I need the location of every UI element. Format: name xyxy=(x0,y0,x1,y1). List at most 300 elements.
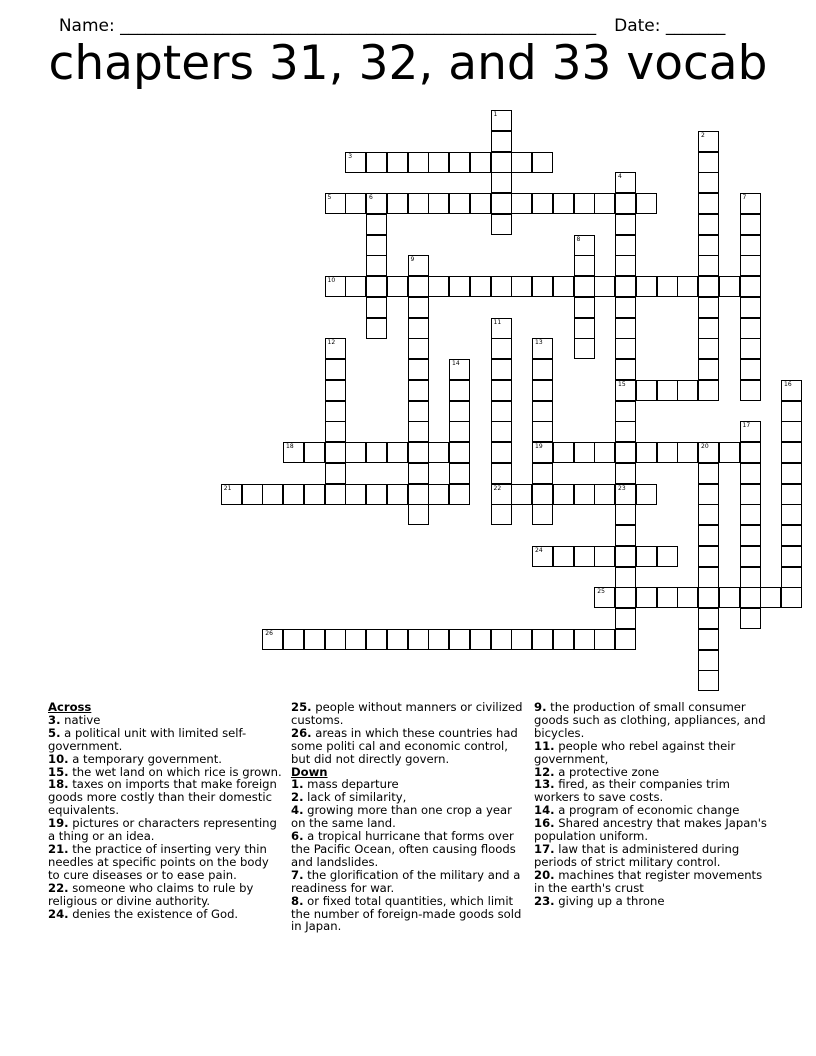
clue-number: 22 xyxy=(493,484,502,492)
grid-cell[interactable] xyxy=(491,463,512,484)
grid-cell[interactable] xyxy=(325,401,346,422)
grid-cell[interactable] xyxy=(740,255,761,276)
grid-cell[interactable] xyxy=(532,359,553,380)
grid-cell[interactable] xyxy=(636,380,657,401)
clue-number: 11 xyxy=(493,318,502,326)
clue-number: 26 xyxy=(265,629,273,637)
grid-cell[interactable] xyxy=(698,235,719,256)
grid-cell[interactable] xyxy=(677,587,698,608)
grid-cell[interactable] xyxy=(532,546,553,567)
down-clue: 16. Shared ancestry that makes Japan's population uniform. xyxy=(534,816,767,844)
clue-number: 2 xyxy=(701,131,705,139)
grid-cell[interactable] xyxy=(553,484,574,505)
grid-cell[interactable] xyxy=(719,442,740,463)
grid-cell[interactable] xyxy=(781,401,802,422)
grid-cell[interactable] xyxy=(470,276,491,297)
grid-cell[interactable] xyxy=(698,629,719,650)
grid-cell[interactable] xyxy=(657,380,678,401)
grid-cell[interactable] xyxy=(449,629,470,650)
clue-number: 15 xyxy=(618,380,626,388)
clue-number: 9 xyxy=(410,256,415,264)
grid-cell[interactable] xyxy=(470,193,491,214)
grid-cell[interactable] xyxy=(698,670,719,691)
grid-cell[interactable] xyxy=(345,193,366,214)
name-field-label[interactable]: Name: ________________________________________________________ xyxy=(58,16,597,36)
grid-cell[interactable] xyxy=(345,152,366,173)
grid-cell[interactable] xyxy=(532,504,553,525)
grid-cell[interactable] xyxy=(532,442,553,463)
grid-cell[interactable] xyxy=(574,235,595,256)
grid-cell[interactable] xyxy=(366,152,387,173)
grid-cell[interactable] xyxy=(740,380,761,401)
clue-number: 12 xyxy=(327,339,336,347)
grid-cell[interactable] xyxy=(698,193,719,214)
grid-cell[interactable] xyxy=(532,380,553,401)
grid-cell[interactable] xyxy=(491,193,512,214)
grid-cell[interactable] xyxy=(698,318,719,339)
grid-cell[interactable] xyxy=(345,629,366,650)
grid-cell[interactable] xyxy=(387,442,408,463)
across-heading: Across xyxy=(48,700,92,714)
grid-cell[interactable] xyxy=(511,484,532,505)
grid-cell[interactable] xyxy=(449,463,470,484)
grid-cell[interactable] xyxy=(366,484,387,505)
grid-cell[interactable] xyxy=(636,276,657,297)
grid-cell[interactable] xyxy=(615,359,636,380)
grid-cell[interactable] xyxy=(304,484,325,505)
across-clue: 22. someone who claims to rule by religious or divine authority. xyxy=(48,880,254,908)
grid-cell[interactable] xyxy=(574,255,595,276)
down-clue: 1. mass departure xyxy=(291,777,399,792)
grid-cell[interactable] xyxy=(387,276,408,297)
grid-cell[interactable] xyxy=(366,214,387,235)
grid-cell[interactable] xyxy=(491,276,512,297)
grid-cell[interactable] xyxy=(408,359,429,380)
across-clue: 5. a political unit with limited self-government. xyxy=(48,725,247,753)
across-clue: 18. taxes on imports that make foreign goods more costly than their domestic equivalents. xyxy=(48,777,277,818)
grid-cell[interactable] xyxy=(698,525,719,546)
grid-cell[interactable] xyxy=(325,463,346,484)
grid-cell[interactable] xyxy=(594,276,615,297)
grid-cell[interactable] xyxy=(491,172,512,193)
grid-cell[interactable] xyxy=(636,546,657,567)
down-clue: 12. a protective zone xyxy=(534,764,660,779)
clue-number: 4 xyxy=(618,173,622,181)
grid-cell[interactable] xyxy=(553,629,574,650)
grid-cell[interactable] xyxy=(740,276,761,297)
grid-cell[interactable] xyxy=(615,608,636,629)
clue-number: 1 xyxy=(493,111,498,118)
grid-cell[interactable] xyxy=(408,442,429,463)
grid-cell[interactable] xyxy=(511,629,532,650)
grid-cell[interactable] xyxy=(449,401,470,422)
grid-cell[interactable] xyxy=(491,421,512,442)
clue-column-1 xyxy=(48,701,283,920)
grid-cell[interactable] xyxy=(740,421,761,442)
clue-number: 8 xyxy=(576,235,581,243)
grid-cell[interactable] xyxy=(491,401,512,422)
grid-cell[interactable] xyxy=(636,484,657,505)
grid-cell[interactable] xyxy=(594,484,615,505)
grid-cell[interactable] xyxy=(698,484,719,505)
grid-cell[interactable] xyxy=(615,629,636,650)
grid-cell[interactable] xyxy=(428,193,449,214)
clue-number: 17 xyxy=(742,422,751,430)
grid-cell[interactable] xyxy=(387,152,408,173)
grid-cell[interactable] xyxy=(615,525,636,546)
grid-cell[interactable] xyxy=(574,338,595,359)
grid-cell[interactable] xyxy=(781,546,802,567)
down-clue: 8. or fixed total quantities, which limit the number of foreign-made goods sold in Japan. xyxy=(291,893,522,934)
grid-cell[interactable] xyxy=(345,484,366,505)
grid-cell[interactable] xyxy=(574,276,595,297)
grid-cell[interactable] xyxy=(553,193,574,214)
grid-cell[interactable] xyxy=(615,546,636,567)
grid-cell[interactable] xyxy=(657,276,678,297)
down-clue: 6. a tropical hurricane that forms over the Pacific Ocean, often causing floods and landslides. xyxy=(291,829,516,869)
grid-cell[interactable] xyxy=(657,546,678,567)
grid-cell[interactable] xyxy=(325,442,346,463)
grid-cell[interactable] xyxy=(491,152,512,173)
grid-cell[interactable] xyxy=(366,193,387,214)
grid-cell[interactable] xyxy=(615,235,636,256)
grid-cell[interactable] xyxy=(470,629,491,650)
grid-cell[interactable] xyxy=(408,152,429,173)
page-title: chapters 31, 32, and 33 vocab xyxy=(48,36,768,91)
clue-column-2 xyxy=(291,701,526,933)
grid-cell[interactable] xyxy=(532,421,553,442)
grid-cell[interactable] xyxy=(449,442,470,463)
grid-cell[interactable] xyxy=(615,276,636,297)
grid-cell[interactable] xyxy=(740,525,761,546)
grid-cell[interactable] xyxy=(636,193,657,214)
grid-cell[interactable] xyxy=(615,255,636,276)
grid-cell[interactable] xyxy=(698,152,719,173)
grid-cell[interactable] xyxy=(428,484,449,505)
across-clue: 15. the wet land on which rice is grown. xyxy=(48,764,282,779)
grid-cell[interactable] xyxy=(657,587,678,608)
grid-cell[interactable] xyxy=(470,152,491,173)
grid-cell[interactable] xyxy=(532,401,553,422)
grid-cell[interactable] xyxy=(781,587,802,608)
grid-cell[interactable] xyxy=(781,421,802,442)
grid-cell[interactable] xyxy=(366,318,387,339)
grid-cell[interactable] xyxy=(574,297,595,318)
grid-cell[interactable] xyxy=(698,504,719,525)
grid-cell[interactable] xyxy=(304,442,325,463)
grid-cell[interactable] xyxy=(553,546,574,567)
grid-cell[interactable] xyxy=(781,504,802,525)
grid-cell[interactable] xyxy=(615,172,636,193)
grid-cell[interactable] xyxy=(740,442,761,463)
grid-cell[interactable] xyxy=(491,484,512,505)
grid-cell[interactable] xyxy=(325,359,346,380)
grid-cell[interactable] xyxy=(698,338,719,359)
grid-cell[interactable] xyxy=(345,442,366,463)
clue-number: 5 xyxy=(327,194,332,201)
grid-cell[interactable] xyxy=(719,587,740,608)
across-clue: 26. areas in which these countries had some politi cal and economic control, but did not directly govern. xyxy=(291,725,518,766)
down-clue: 2. lack of similarity, xyxy=(291,790,407,805)
grid-cell[interactable] xyxy=(574,629,595,650)
grid-cell[interactable] xyxy=(760,587,781,608)
grid-cell[interactable] xyxy=(491,504,512,525)
grid-cell[interactable] xyxy=(408,193,429,214)
grid-cell[interactable] xyxy=(366,629,387,650)
grid-cell[interactable] xyxy=(698,650,719,671)
grid-cell[interactable] xyxy=(615,463,636,484)
grid-cell[interactable] xyxy=(449,380,470,401)
across-clue: 24. denies the existence of God. xyxy=(48,906,239,921)
down-clue: 14. a program of economic change xyxy=(534,803,740,818)
down-clue: 4. growing more than one crop a year on the same land. xyxy=(291,803,512,831)
grid-cell[interactable] xyxy=(325,276,346,297)
grid-cell[interactable] xyxy=(615,401,636,422)
grid-cell[interactable] xyxy=(615,380,636,401)
grid-cell[interactable] xyxy=(677,380,698,401)
grid-cell[interactable] xyxy=(594,442,615,463)
grid-cell[interactable] xyxy=(532,629,553,650)
grid-cell[interactable] xyxy=(366,255,387,276)
grid-cell[interactable] xyxy=(615,587,636,608)
grid-cell[interactable] xyxy=(242,484,263,505)
grid-cell[interactable] xyxy=(781,567,802,588)
grid-cell[interactable] xyxy=(594,587,615,608)
down-clue: 9. the production of small consumer goods such as clothing, appliances, and bicycles. xyxy=(534,700,766,740)
grid-cell[interactable] xyxy=(491,338,512,359)
grid-cell[interactable] xyxy=(449,152,470,173)
grid-cell[interactable] xyxy=(491,214,512,235)
clue-number: 24 xyxy=(535,546,543,554)
grid-cell[interactable] xyxy=(449,359,470,380)
grid-cell[interactable] xyxy=(677,442,698,463)
across-clue: 21. the practice of inserting very thin needles at specific points on the body to cure diseases or to ease pain. xyxy=(48,841,269,882)
grid-cell[interactable] xyxy=(366,442,387,463)
grid-cell[interactable] xyxy=(740,235,761,256)
grid-cell[interactable] xyxy=(594,193,615,214)
grid-cell[interactable] xyxy=(408,255,429,276)
grid-cell[interactable] xyxy=(781,380,802,401)
grid-cell[interactable] xyxy=(408,463,429,484)
down-clue: 23. giving up a throne xyxy=(534,893,665,908)
grid-cell[interactable] xyxy=(491,442,512,463)
down-clue: 20. machines that register movements in the earth's crust xyxy=(534,867,763,895)
grid-cell[interactable] xyxy=(740,567,761,588)
grid-cell[interactable] xyxy=(408,629,429,650)
grid-cell[interactable] xyxy=(698,546,719,567)
grid-cell[interactable] xyxy=(262,484,283,505)
grid-cell[interactable] xyxy=(615,504,636,525)
grid-cell[interactable] xyxy=(553,276,574,297)
grid-cell[interactable] xyxy=(491,110,512,131)
grid-cell[interactable] xyxy=(740,484,761,505)
clue-number: 19 xyxy=(535,443,543,450)
grid-cell[interactable] xyxy=(615,421,636,442)
grid-cell[interactable] xyxy=(698,608,719,629)
grid-cell[interactable] xyxy=(698,359,719,380)
grid-cell[interactable] xyxy=(657,442,678,463)
grid-cell[interactable] xyxy=(408,504,429,525)
grid-cell[interactable] xyxy=(304,629,325,650)
grid-cell[interactable] xyxy=(366,276,387,297)
grid-cell[interactable] xyxy=(387,484,408,505)
clue-number: 16 xyxy=(784,380,792,388)
grid-cell[interactable] xyxy=(781,442,802,463)
grid-cell[interactable] xyxy=(615,567,636,588)
grid-cell[interactable] xyxy=(511,276,532,297)
grid-cell[interactable] xyxy=(781,525,802,546)
grid-cell[interactable] xyxy=(698,587,719,608)
grid-cell[interactable] xyxy=(532,276,553,297)
grid-cell[interactable] xyxy=(408,338,429,359)
grid-cell[interactable] xyxy=(636,442,657,463)
grid-cell[interactable] xyxy=(740,359,761,380)
grid-cell[interactable] xyxy=(387,193,408,214)
across-clue: 3. native xyxy=(48,712,101,727)
grid-cell[interactable] xyxy=(408,297,429,318)
across-clue: 10. a temporary government. xyxy=(48,751,222,766)
grid-cell[interactable] xyxy=(594,546,615,567)
grid-cell[interactable] xyxy=(283,629,304,650)
grid-cell[interactable] xyxy=(491,359,512,380)
grid-cell[interactable] xyxy=(511,193,532,214)
grid-cell[interactable] xyxy=(698,276,719,297)
grid-cell[interactable] xyxy=(408,484,429,505)
grid-cell[interactable] xyxy=(491,380,512,401)
grid-cell[interactable] xyxy=(221,484,242,505)
grid-cell[interactable] xyxy=(740,504,761,525)
grid-cell[interactable] xyxy=(698,214,719,235)
grid-cell[interactable] xyxy=(283,484,304,505)
grid-cell[interactable] xyxy=(449,484,470,505)
grid-cell[interactable] xyxy=(449,421,470,442)
clue-number: 20 xyxy=(701,443,709,450)
grid-cell[interactable] xyxy=(325,338,346,359)
grid-cell[interactable] xyxy=(781,484,802,505)
grid-cell[interactable] xyxy=(615,193,636,214)
across-clue: 19. pictures or characters representing a thing or an idea. xyxy=(48,816,277,844)
grid-cell[interactable] xyxy=(574,193,595,214)
grid-cell[interactable] xyxy=(615,214,636,235)
clue-number: 10 xyxy=(327,277,336,284)
down-clue: 7. the glorification of the military and a readiness for war. xyxy=(291,867,521,895)
grid-cell[interactable] xyxy=(532,338,553,359)
grid-cell[interactable] xyxy=(408,401,429,422)
grid-cell[interactable] xyxy=(532,152,553,173)
grid-cell[interactable] xyxy=(615,338,636,359)
grid-cell[interactable] xyxy=(740,318,761,339)
grid-cell[interactable] xyxy=(325,629,346,650)
clue-number: 13 xyxy=(535,339,543,347)
grid-cell[interactable] xyxy=(428,276,449,297)
grid-cell[interactable] xyxy=(387,629,408,650)
grid-cell[interactable] xyxy=(698,442,719,463)
grid-cell[interactable] xyxy=(636,587,657,608)
grid-cell[interactable] xyxy=(449,193,470,214)
grid-cell[interactable] xyxy=(511,152,532,173)
grid-cell[interactable] xyxy=(325,193,346,214)
clue-number: 7 xyxy=(742,194,747,201)
grid-cell[interactable] xyxy=(262,629,283,650)
date-field-label[interactable]: Date: _______ xyxy=(614,16,726,36)
clue-number: 6 xyxy=(369,194,373,201)
grid-cell[interactable] xyxy=(698,172,719,193)
clue-number: 18 xyxy=(286,443,294,450)
grid-cell[interactable] xyxy=(781,463,802,484)
grid-cell[interactable] xyxy=(408,421,429,442)
down-clue: 11. people who rebel against their government, xyxy=(534,738,736,766)
grid-cell[interactable] xyxy=(283,442,304,463)
grid-cell[interactable] xyxy=(574,546,595,567)
grid-cell[interactable] xyxy=(615,484,636,505)
grid-cell[interactable] xyxy=(719,276,740,297)
grid-cell[interactable] xyxy=(574,484,595,505)
grid-cell[interactable] xyxy=(325,421,346,442)
grid-cell[interactable] xyxy=(698,297,719,318)
grid-cell[interactable] xyxy=(740,193,761,214)
clue-number: 25 xyxy=(597,588,605,596)
grid-cell[interactable] xyxy=(408,276,429,297)
grid-cell[interactable] xyxy=(325,484,346,505)
down-clue: 13. fired, as their companies trim workers to save costs. xyxy=(534,777,730,805)
grid-cell[interactable] xyxy=(574,442,595,463)
grid-cell[interactable] xyxy=(677,276,698,297)
grid-cell[interactable] xyxy=(698,463,719,484)
grid-cell[interactable] xyxy=(698,567,719,588)
grid-cell[interactable] xyxy=(428,442,449,463)
grid-cell[interactable] xyxy=(615,442,636,463)
grid-cell[interactable] xyxy=(594,629,615,650)
grid-cell[interactable] xyxy=(428,152,449,173)
grid-cell[interactable] xyxy=(408,318,429,339)
grid-cell[interactable] xyxy=(615,318,636,339)
clue-number: 3 xyxy=(348,152,353,160)
down-heading: Down xyxy=(291,764,328,779)
clue-number: 21 xyxy=(223,484,232,492)
grid-cell[interactable] xyxy=(532,463,553,484)
grid-cell[interactable] xyxy=(740,587,761,608)
grid-cell[interactable] xyxy=(408,380,429,401)
grid-cell[interactable] xyxy=(491,131,512,152)
across-clue: 25. people without manners or civilized customs. xyxy=(291,700,523,727)
grid-cell[interactable] xyxy=(491,318,512,339)
clue-column-3 xyxy=(534,701,769,908)
grid-cell[interactable] xyxy=(740,338,761,359)
grid-cell[interactable] xyxy=(740,608,761,629)
grid-cell[interactable] xyxy=(325,380,346,401)
grid-cell[interactable] xyxy=(532,484,553,505)
grid-cell[interactable] xyxy=(532,193,553,214)
grid-cell[interactable] xyxy=(740,214,761,235)
grid-cell[interactable] xyxy=(345,276,366,297)
grid-cell[interactable] xyxy=(740,463,761,484)
clue-number: 23 xyxy=(618,484,626,492)
grid-cell[interactable] xyxy=(574,318,595,339)
grid-cell[interactable] xyxy=(698,380,719,401)
clue-number: 14 xyxy=(452,360,460,367)
grid-cell[interactable] xyxy=(740,546,761,567)
grid-cell[interactable] xyxy=(698,255,719,276)
grid-cell[interactable] xyxy=(491,629,512,650)
grid-cell[interactable] xyxy=(366,235,387,256)
grid-cell[interactable] xyxy=(698,131,719,152)
grid-cell[interactable] xyxy=(615,297,636,318)
grid-cell[interactable] xyxy=(428,629,449,650)
grid-cell[interactable] xyxy=(553,442,574,463)
grid-cell[interactable] xyxy=(449,276,470,297)
grid-cell[interactable] xyxy=(740,297,761,318)
grid-cell[interactable] xyxy=(366,297,387,318)
